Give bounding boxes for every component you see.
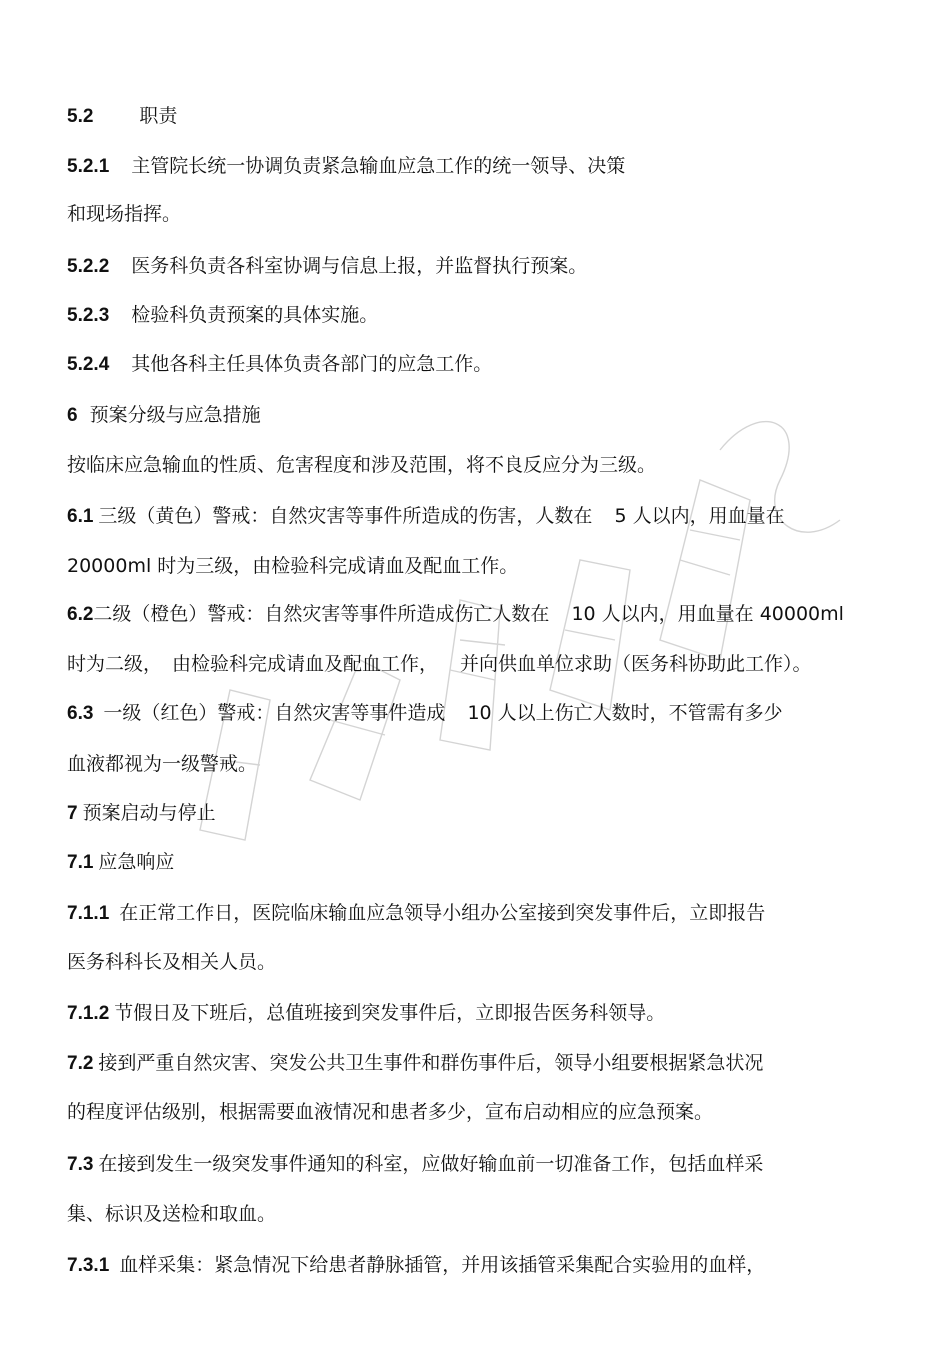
line-text: 预案启动与停止	[82, 802, 216, 824]
line-text: 和现场指挥。	[67, 203, 182, 225]
line-text: 血液都视为一级警戒。	[67, 753, 258, 775]
section-number: 7.2	[67, 1053, 94, 1074]
line-text: 主管院长统一协调负责紧急输血应急工作的统一领导、决策	[131, 155, 626, 177]
paragraph-6-2	[67, 602, 844, 627]
paragraph-text	[67, 453, 656, 477]
paragraph-6-3	[67, 701, 783, 726]
paragraph-5-2-4	[67, 352, 492, 377]
line-text: 集、标识及送检和取血。	[67, 1203, 277, 1225]
line-text-a: 时为二级，	[67, 653, 163, 675]
section-number: 5.2.3	[67, 305, 110, 326]
paragraph-6-1	[67, 504, 785, 529]
line-text-b: 5 人以内，用血量在	[614, 505, 785, 527]
paragraph-continuation	[67, 1100, 713, 1124]
line-text: 预案分级与应急措施	[89, 404, 261, 426]
section-number: 6.2	[67, 604, 94, 625]
paragraph-continuation	[67, 1202, 276, 1226]
line-text: 的程度评估级别，根据需要血液情况和患者多少，宣布启动相应的应急预案。	[67, 1101, 714, 1123]
section-number: 5.2.2	[67, 256, 110, 277]
paragraph-continuation	[67, 652, 812, 676]
section-number: 5.2.1	[67, 156, 110, 177]
line-text-c: 并向供血单位求助（医务科协助此工作）。	[460, 653, 812, 675]
paragraph-7-3	[67, 1152, 763, 1177]
paragraph-7-1-1	[67, 901, 765, 926]
section-7-1-heading	[67, 850, 174, 875]
section-number: 6.1	[67, 506, 94, 527]
line-text: 医务科科长及相关人员。	[67, 951, 277, 973]
line-text-a: 二级（橙色）警戒：自然灾害等事件所造成伤亡人数在	[93, 603, 550, 625]
section-number: 7	[67, 803, 78, 824]
paragraph-7-2	[67, 1051, 763, 1076]
section-number: 6	[67, 405, 78, 426]
section-number: 5.2	[67, 106, 94, 127]
section-number: 5.2.4	[67, 354, 110, 375]
line-text: 医务科负责各科室协调与信息上报，并监督执行预案。	[131, 255, 588, 277]
paragraph-continuation	[67, 950, 276, 974]
line-text: 20000ml 时为三级，由检验科完成请血及配血工作。	[67, 555, 519, 577]
section-number: 7.3.1	[67, 1255, 110, 1276]
line-text: 在接到发生一级突发事件通知的科室，应做好输血前一切准备工作，包括血样采	[98, 1153, 764, 1175]
line-text: 接到严重自然灾害、突发公共卫生事件和群伤事件后，领导小组要根据紧急状况	[98, 1052, 764, 1074]
section-number: 7.3	[67, 1154, 94, 1175]
section-7-heading	[67, 801, 216, 826]
section-number: 7.1	[67, 852, 94, 873]
paragraph-continuation	[67, 554, 518, 578]
line-text: 检验科负责预案的具体实施。	[131, 304, 379, 326]
line-text-b: 10 人以上伤亡人数时，不管需有多少	[467, 702, 783, 724]
line-text: 节假日及下班后，总值班接到突发事件后，立即报告医务科领导。	[114, 1002, 666, 1024]
section-5-2-heading	[67, 104, 177, 129]
paragraph-5-2-3	[67, 303, 378, 328]
line-text-b: 由检验科完成请血及配血工作，	[172, 653, 439, 675]
line-text: 职责	[139, 105, 178, 127]
paragraph-7-3-1	[67, 1253, 765, 1278]
section-number: 7.1.1	[67, 903, 110, 924]
line-text-a: 一级（红色）警戒：自然灾害等事件造成	[103, 702, 446, 724]
paragraph-7-1-2	[67, 1001, 665, 1026]
line-text-a: 三级（黄色）警戒：自然灾害等事件所造成的伤害，人数在	[98, 505, 593, 527]
paragraph-5-2-2	[67, 254, 587, 279]
line-text: 在正常工作日，医院临床输血应急领导小组办公室接到突发事件后，立即报告	[119, 902, 766, 924]
line-text: 其他各科主任具体负责各部门的应急工作。	[131, 353, 493, 375]
section-number: 7.1.2	[67, 1003, 110, 1024]
section-number: 6.3	[67, 703, 94, 724]
line-text-b: 10 人以内，用血量在 40000ml	[571, 603, 844, 625]
paragraph-continuation	[67, 752, 257, 776]
section-6-heading	[67, 403, 261, 428]
paragraph-5-2-1	[67, 154, 625, 179]
line-text: 应急响应	[98, 851, 175, 873]
line-text: 按临床应急输血的性质、危害程度和涉及范围，将不良反应分为三级。	[67, 454, 657, 476]
paragraph-continuation	[67, 202, 181, 226]
line-text: 血样采集：紧急情况下给患者静脉插管，并用该插管采集配合实验用的血样，	[119, 1254, 766, 1276]
